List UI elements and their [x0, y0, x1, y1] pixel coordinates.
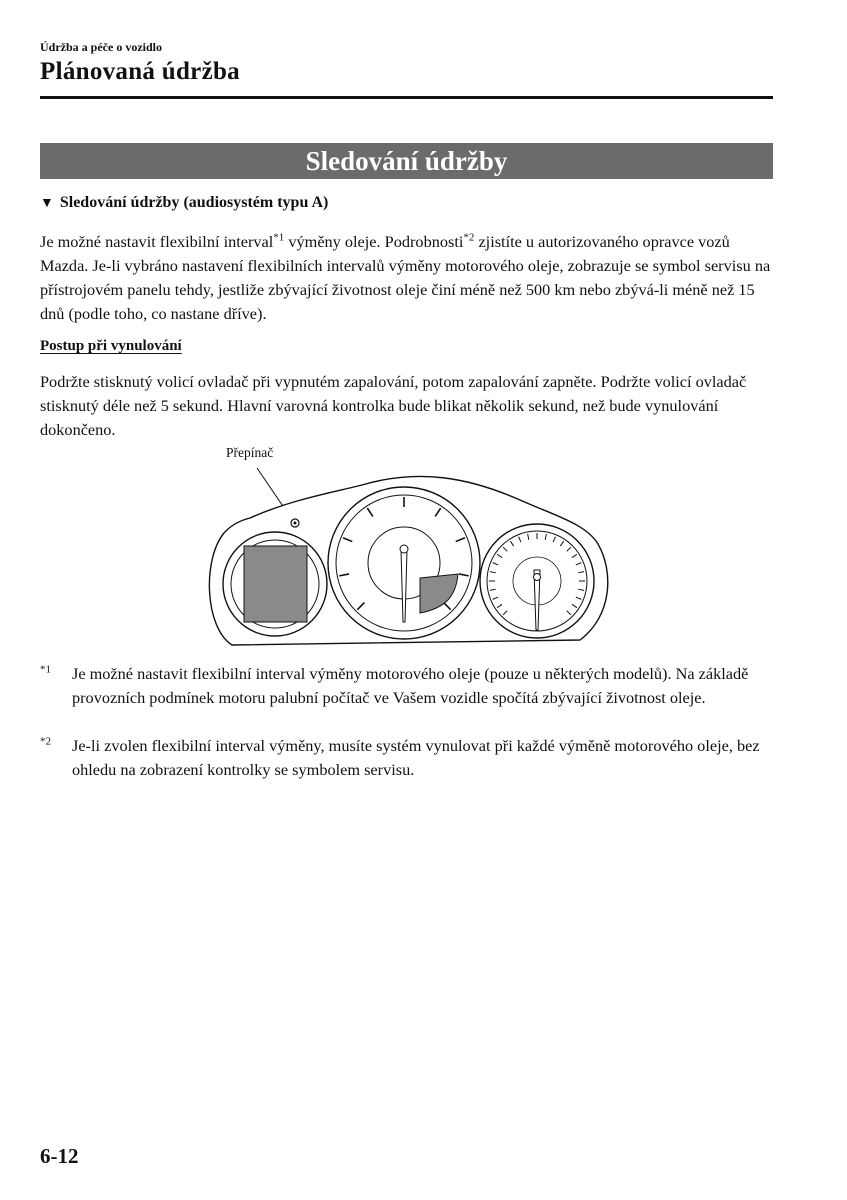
footnote-ref-2: *2: [463, 231, 475, 244]
procedure-heading: Postup při vynulování: [40, 338, 182, 354]
intro-text-part3: zjistíte u autorizovaného opravce vozů Mazda. Je-li vybráno nastavení flexibilních intervalů výměny motorového oleje, zobrazuje se symbol servisu na přístrojovém panelu tehdy, jestliže zbývající životnost oleje činí méně než 500 km nebo zbývá-li méně než 15 dnů (podle toho, co nastane dříve).: [40, 232, 771, 323]
page-number: 6-12: [40, 1144, 79, 1168]
footnote-2-mark: *2: [40, 735, 51, 748]
right-gauge: [480, 524, 594, 638]
left-display-gauge: [223, 532, 327, 636]
title-divider: [40, 96, 773, 99]
intro-paragraph: [40, 230, 780, 326]
triangle-down-icon: ▼: [40, 196, 54, 211]
switch-callout-label: Přepínač: [226, 445, 274, 460]
subsection-heading: [40, 194, 328, 212]
footnote-1-text: Je možné nastavit flexibilní interval výměny motorového oleje (pouze u některých modelů). Na základě provozních podmínek motoru palubní počítač ve Vašem vozidle spočítá zbývající životnost oleje.: [72, 664, 749, 707]
footnote-2: [40, 734, 780, 782]
footnote-ref-1: *1: [273, 231, 285, 244]
instrument-cluster-illustration: [180, 455, 610, 655]
multi-info-display: [244, 546, 307, 622]
section-banner: Sledování údržby: [40, 143, 773, 179]
tachometer-gauge: [328, 487, 480, 639]
procedure-paragraph: Podržte stisknutý volicí ovladač při vypnutém zapalování, potom zapalování zapněte. Podržte volicí ovladač stisknutý déle než 5 sekund. Hlavní varovná kontrolka bude blikat několik sekund, než bude vynulování dokončeno.: [40, 372, 747, 439]
page-title: Plánovaná údržba: [40, 58, 240, 85]
subsection-heading-text: Sledování údržby (audiosystém typu A): [59, 194, 329, 211]
intro-text-part1: Je možné nastavit flexibilní interval: [40, 232, 274, 251]
reset-switch-center: [294, 522, 297, 525]
footnote-1: [40, 662, 780, 710]
footnote-1-mark: *1: [40, 663, 51, 676]
intro-text-part2: výměny oleje. Podrobnosti: [284, 232, 464, 251]
breadcrumb: Údržba a péče o vozidlo: [40, 40, 162, 54]
footnote-2-text: Je-li zvolen flexibilní interval výměny, musíte systém vynulovat při každé výměně motorového oleje, bez ohledu na zobrazení kontrolky se symbolem servisu.: [72, 736, 760, 779]
